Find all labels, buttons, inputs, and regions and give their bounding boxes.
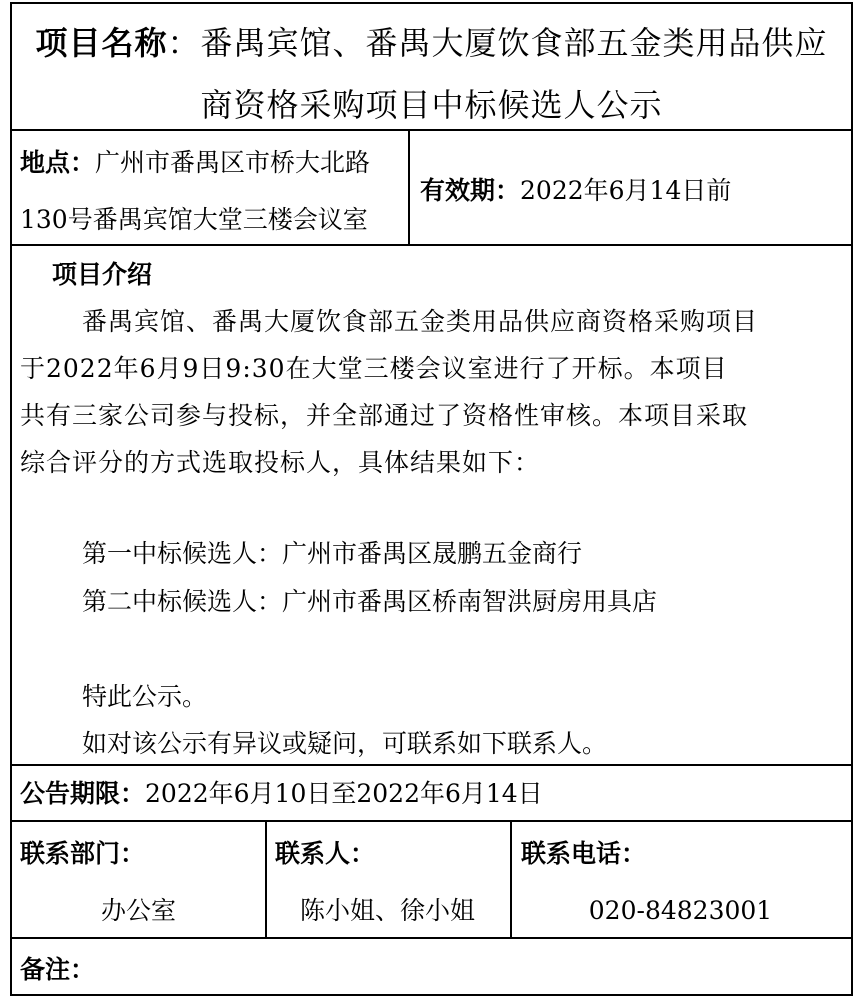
dept-value: 办公室 [100, 896, 176, 925]
title-line-1: 项目名称：番禺宾馆、番禺大厦饮食部五金类用品供应 [35, 24, 828, 62]
divider [12, 937, 851, 939]
location-line-2: 130号番禺宾馆大堂三楼会议室 [20, 205, 368, 234]
intro-heading: 项目介绍 [52, 260, 153, 289]
notice-text: 特此公示。 [82, 682, 208, 711]
divider [408, 129, 410, 244]
location-label: 地点： [20, 148, 96, 177]
intro-para-line: 番禺宾馆、番禺大厦饮食部五金类用品供应商资格采购项目 [82, 307, 759, 336]
validity-label: 有效期： [420, 176, 521, 205]
divider [12, 764, 851, 766]
candidate-first: 第一中标候选人：广州市番禺区晟鹏五金商行 [82, 539, 583, 568]
validity-value: 2022年6月14日前 [520, 176, 732, 205]
period-label: 公告期限： [20, 779, 146, 808]
divider [12, 244, 851, 246]
title-line-2: 商资格采购项目中标候选人公示 [200, 86, 663, 124]
location-line-1 [20, 150, 370, 175]
contact-note: 如对该公示有异议或疑问，可联系如下联系人。 [82, 729, 608, 758]
validity [420, 178, 731, 203]
phone-label: 联系电话： [521, 839, 647, 868]
dept-label: 联系部门： [20, 839, 146, 868]
period-value: 2022年6月10日至2022年6月14日 [145, 779, 543, 808]
intro-para-line: 综合评分的方式选取投标人，具体结果如下： [20, 448, 541, 477]
remarks-label: 备注： [20, 955, 96, 984]
phone-value: 020-84823001 [588, 896, 773, 925]
candidate-second: 第二中标候选人：广州市番禺区桥南智洪厨房用具店 [82, 587, 658, 616]
person-label: 联系人： [275, 839, 376, 868]
intro-para-line: 于2022年6月9日9:30在大堂三楼会议室进行了开标。本项目 [20, 354, 728, 383]
divider [12, 129, 851, 131]
project-name-part-1: 番禺宾馆、番禺大厦饮食部五金类用品供应 [200, 24, 828, 62]
announcement-period [20, 781, 543, 806]
divider [12, 820, 851, 822]
intro-paragraph [20, 298, 845, 486]
location-value-1: 广州市番禺区市桥大北路 [95, 148, 371, 177]
person-value: 陈小姐、徐小姐 [299, 896, 475, 925]
intro-para-line: 共有三家公司参与投标，并全部通过了资格性审核。本项目采取 [20, 401, 749, 430]
announcement-table [10, 2, 853, 996]
title-label: 项目名称 [35, 24, 168, 62]
